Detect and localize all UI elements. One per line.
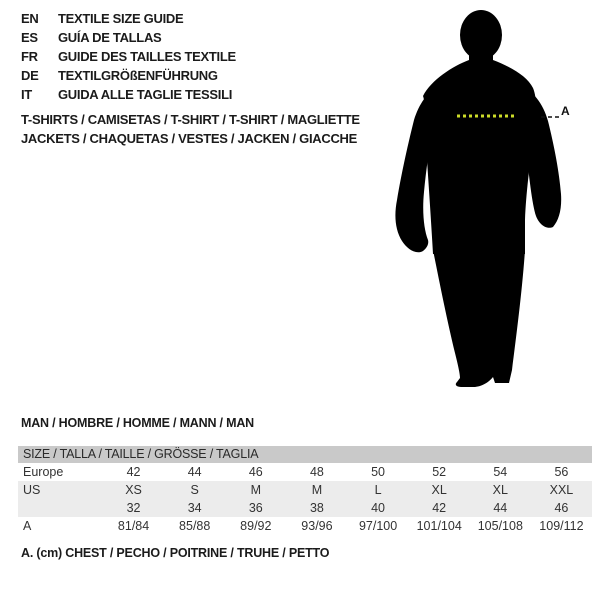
table-row-europe xyxy=(18,463,592,481)
size-cell: XS xyxy=(125,483,142,497)
size-cell: 46 xyxy=(248,465,263,479)
size-table xyxy=(18,446,592,535)
size-cell: 105/108 xyxy=(477,519,523,533)
language-title: TEXTILE SIZE GUIDE xyxy=(58,11,184,26)
size-cell: M xyxy=(250,483,262,497)
man-silhouette xyxy=(375,8,575,398)
measurement-footnote: A. (cm) CHEST / PECHO / POITRINE / TRUHE / PETTO xyxy=(21,546,330,560)
size-cell: 101/104 xyxy=(416,519,462,533)
size-cell: 52 xyxy=(432,465,447,479)
language-code: DE xyxy=(21,68,39,83)
language-title: GUIDE DES TAILLES TEXTILE xyxy=(58,49,236,64)
garment-categories xyxy=(21,110,360,148)
size-cell: 38 xyxy=(309,501,324,515)
size-cell: 89/92 xyxy=(240,519,272,533)
language-row-de xyxy=(21,66,236,85)
size-cell: 56 xyxy=(554,465,569,479)
language-row-es xyxy=(21,28,236,47)
language-row-en xyxy=(21,9,236,28)
row-label xyxy=(18,499,103,517)
size-cell: 32 xyxy=(126,501,141,515)
language-code: EN xyxy=(21,11,39,26)
size-cell: L xyxy=(374,483,382,497)
language-title-list xyxy=(21,9,236,104)
size-cell: 81/84 xyxy=(117,519,150,533)
size-cell: 54 xyxy=(493,465,508,479)
row-label: US xyxy=(23,483,41,497)
size-cell: 40 xyxy=(371,501,386,515)
size-cell: 36 xyxy=(248,501,263,515)
size-cell: 42 xyxy=(432,501,447,515)
measure-label-a: A xyxy=(561,104,570,118)
table-row-us xyxy=(18,481,592,499)
size-cell: 85/88 xyxy=(179,519,211,533)
silhouette-legs xyxy=(433,250,525,387)
size-table-header: SIZE / TALLA / TAILLE / GRÖSSE / TAGLIA xyxy=(18,446,592,463)
man-silhouette-figure xyxy=(375,8,575,398)
size-cell: 42 xyxy=(126,465,141,479)
table-row-chest-a xyxy=(18,517,592,535)
size-cell: 44 xyxy=(493,501,508,515)
row-label: A xyxy=(23,519,32,533)
language-title: GUÍA DE TALLAS xyxy=(58,30,162,45)
size-cell: XL xyxy=(492,483,508,497)
language-code: FR xyxy=(21,49,38,64)
size-cell: 97/100 xyxy=(358,519,398,533)
section-title-man: MAN / HOMBRE / HOMME / MANN / MAN xyxy=(21,416,254,430)
size-cell: 109/112 xyxy=(539,519,584,533)
size-cell: 46 xyxy=(554,501,569,515)
size-cell: 34 xyxy=(187,501,202,515)
size-cell: XL xyxy=(431,483,447,497)
size-cell: 50 xyxy=(371,465,386,479)
language-title: TEXTILGRÖßENFÜHRUNG xyxy=(58,68,218,83)
size-cell: 48 xyxy=(309,465,324,479)
language-title: GUIDA ALLE TAGLIE TESSILI xyxy=(58,87,233,102)
language-row-fr xyxy=(21,47,236,66)
row-label: Europe xyxy=(23,465,64,479)
category-line-jackets: JACKETS / CHAQUETAS / VESTES / JACKEN / GIACCHE xyxy=(21,131,357,146)
language-code: IT xyxy=(21,87,32,102)
silhouette-right-hand xyxy=(538,200,556,226)
category-line-tshirts: T-SHIRTS / CAMISETAS / T-SHIRT / T-SHIRT / MAGLIETTE xyxy=(21,112,360,127)
language-code: ES xyxy=(21,30,38,45)
size-cell: 93/96 xyxy=(301,519,333,533)
language-row-it xyxy=(21,85,236,104)
size-cell: S xyxy=(190,483,199,497)
size-cell: M xyxy=(311,483,323,497)
table-row-numeric xyxy=(18,499,592,517)
size-cell: 44 xyxy=(187,465,202,479)
size-cell: XXL xyxy=(549,483,574,497)
